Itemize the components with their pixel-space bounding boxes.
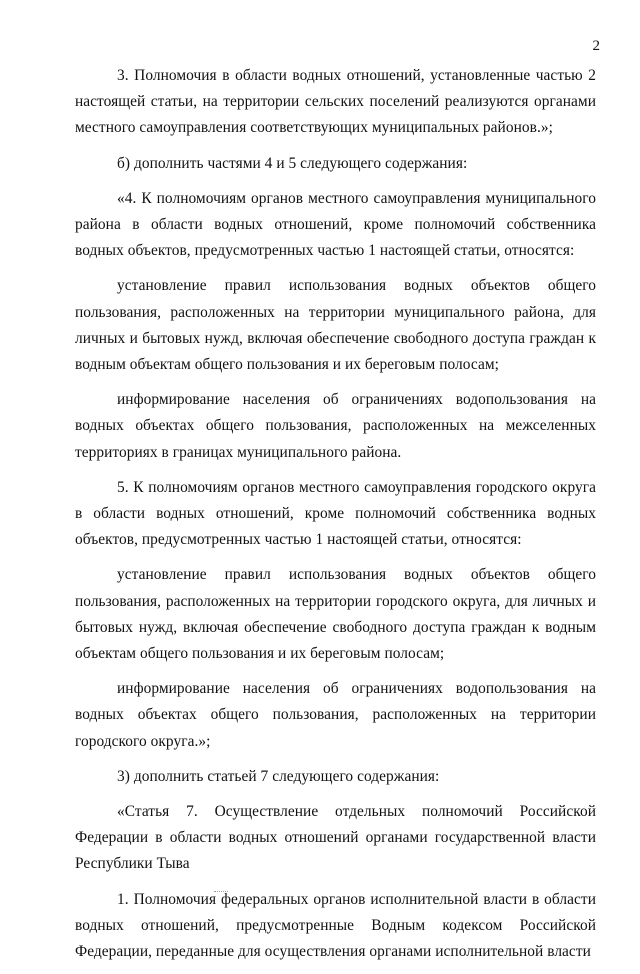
paragraph-part-5: 5. К полномочиям органов местного самоуправления городского округа в области водных отношений, кроме полномочий собственника водных объектов, предусмотренных частью 1 настоящей статьи, относятся: [75, 478, 596, 549]
paragraph-article-7-title: «Статья 7. Осуществление отдельных полномочий Российской Федерации в области водных отношений органами государственной власти Республики Тыва [75, 803, 596, 873]
paragraph-city-rules: установление правил использования водных объектов общего пользования, расположенных на территории городского округа, для личных и бытовых нужд, включая обеспечение свободного доступа граждан к водным объектам общего пользования и их береговым полосам; [75, 566, 596, 663]
scan-artifact-mark [214, 891, 228, 893]
paragraph-part-3-rural: 3. Полномочия в области водных отношений, установленные частью 2 настоящей статьи, на территории сельских поселений реализуются органами местного самоуправления соответствующих муниципальных районов.»; [75, 67, 596, 137]
document-body [75, 63, 596, 974]
paragraph-district-rules: установление правил использования водных объектов общего пользования, расположенных на территории муниципального района, для личных и бытовых нужд, включая обеспечение свободного доступа граждан к водным объектам общего пользования и их береговым полосам; [75, 277, 596, 374]
paragraph-city-informing: информирование населения об ограничениях водопользования на водных объектах общего пользования, расположенных на территории городского округа.»; [75, 680, 596, 750]
paragraph-district-informing: информирование населения об ограничениях водопользования на водных объектах общего пользования, расположенных на межселенных территориях в границах муниципального района. [75, 391, 596, 461]
paragraph-amend-parts-4-5: б) дополнить частями 4 и 5 следующего содержания: [117, 154, 468, 172]
paragraph-amend-article-7: 3) дополнить статьей 7 следующего содержания: [117, 767, 440, 785]
paragraph-part-4: «4. К полномочиям органов местного самоуправления муниципального района в области водных отношений, кроме полномочий собственника водных объектов, предусмотренных частью 1 настоящей статьи, относятся: [75, 189, 596, 260]
paragraph-article-7-part-1: 1. Полномочия федеральных органов исполнительной власти в области водных отношений, предусмотренные Водным кодексом Российской Федерации, переданные для осуществления органами исполнительной власти [75, 890, 596, 961]
page-number: 2 [592, 38, 600, 54]
